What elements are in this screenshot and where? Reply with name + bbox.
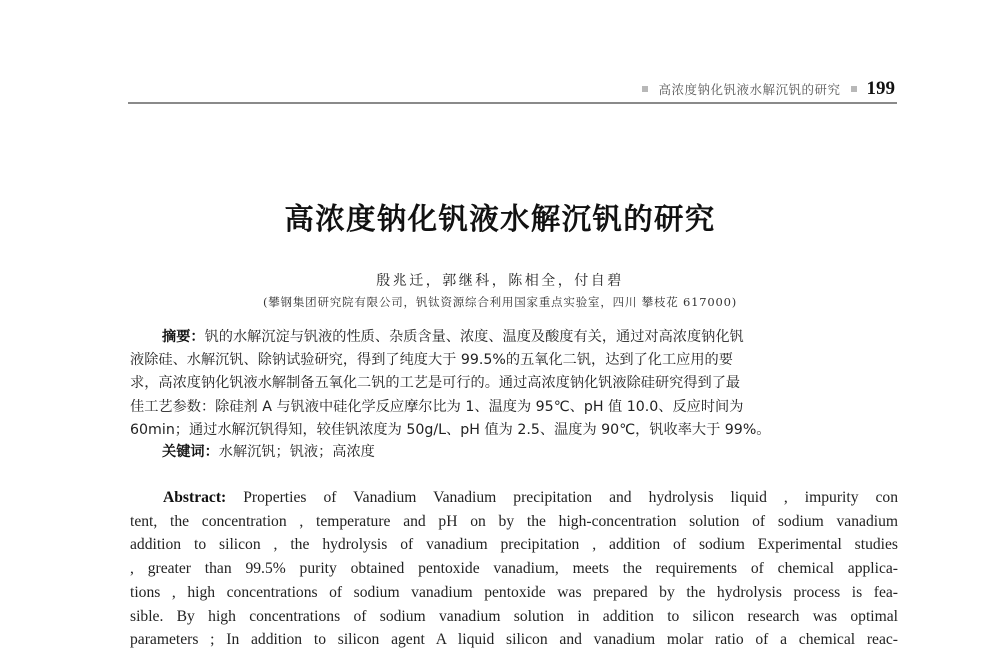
abstract-line: tions , high concentrations of sodium vanadium pentoxide was prepared by the hydrolysis process is fea- (130, 583, 898, 601)
running-header (128, 78, 897, 104)
abstract-line: 液除硅、水解沉钒、除钠试验研究，得到了纯度大于 99.5%的五氧化二钒，达到了化工应用的要 (130, 352, 733, 369)
abstract-line (130, 326, 898, 349)
abstract-line: addition to silicon , the hydrolysis of vanadium precipitation , addition of sodium Experimental studies (130, 536, 898, 554)
bullet-square-icon (851, 86, 857, 92)
chinese-abstract (130, 326, 898, 442)
running-header-title: 高浓度钠化钒液水解沉钒的研究 (658, 82, 841, 97)
author-list: 殷兆迁，郭继科，陈相全，付自碧 (376, 273, 624, 289)
english-abstract (130, 486, 898, 652)
abstract-line: 60min；通过水解沉钒得知，较佳钒浓度为 50g/L、pH 值为 2.5、温度为 90℃，钒收率大于 99%。 (130, 421, 771, 438)
abstract-line: tent, the concentration , temperature and pH on by the high-concentration solution of sodium vanadium (130, 512, 898, 530)
abstract-line: 求，高浓度钠化钒液水解制备五氧化二钒的工艺是可行的。通过高浓度钠化钒液除硅研究得到了最 (130, 375, 741, 392)
bullet-square-icon (642, 86, 648, 92)
keywords-label: 关键词： (162, 444, 219, 460)
article-title: 高浓度钠化钒液水解沉钒的研究 (284, 202, 716, 236)
abstract-line (130, 486, 898, 510)
abstract-label: 摘要： (162, 329, 205, 345)
abstract-line: parameters ; In addition to silicon agent A liquid silicon and vanadium molar ratio of a chemical reac- (130, 631, 898, 649)
abstract-text: Properties of Vanadium Vanadium precipitation and hydrolysis liquid , impurity con (243, 489, 899, 506)
affiliation: (攀钢集团研究院有限公司，钒钛资源综合利用国家重点实验室，四川 攀枝花 617000) (262, 295, 738, 309)
page-number: 199 (866, 78, 895, 99)
keywords-text: 水解沉钒；钒液；高浓度 (218, 444, 375, 460)
keywords (162, 441, 375, 461)
abstract-line: , greater than 99.5% purity obtained pentoxide vanadium, meets the requirements of chemical applica- (130, 560, 898, 578)
abstract-line: sible. By high concentrations of sodium vanadium solution in addition to silicon research was optimal (130, 607, 898, 625)
abstract-label: Abstract: (163, 489, 227, 506)
running-header-content (642, 78, 895, 100)
abstract-line: 佳工艺参数：除硅剂 A 与钒液中硅化学反应摩尔比为 1、温度为 95℃、pH 值 10.0、反应时间为 (130, 398, 744, 415)
abstract-text: 钒的水解沉淀与钒液的性质、杂质含量、浓度、温度及酸度有关，通过对高浓度钠化钒 (204, 329, 744, 345)
